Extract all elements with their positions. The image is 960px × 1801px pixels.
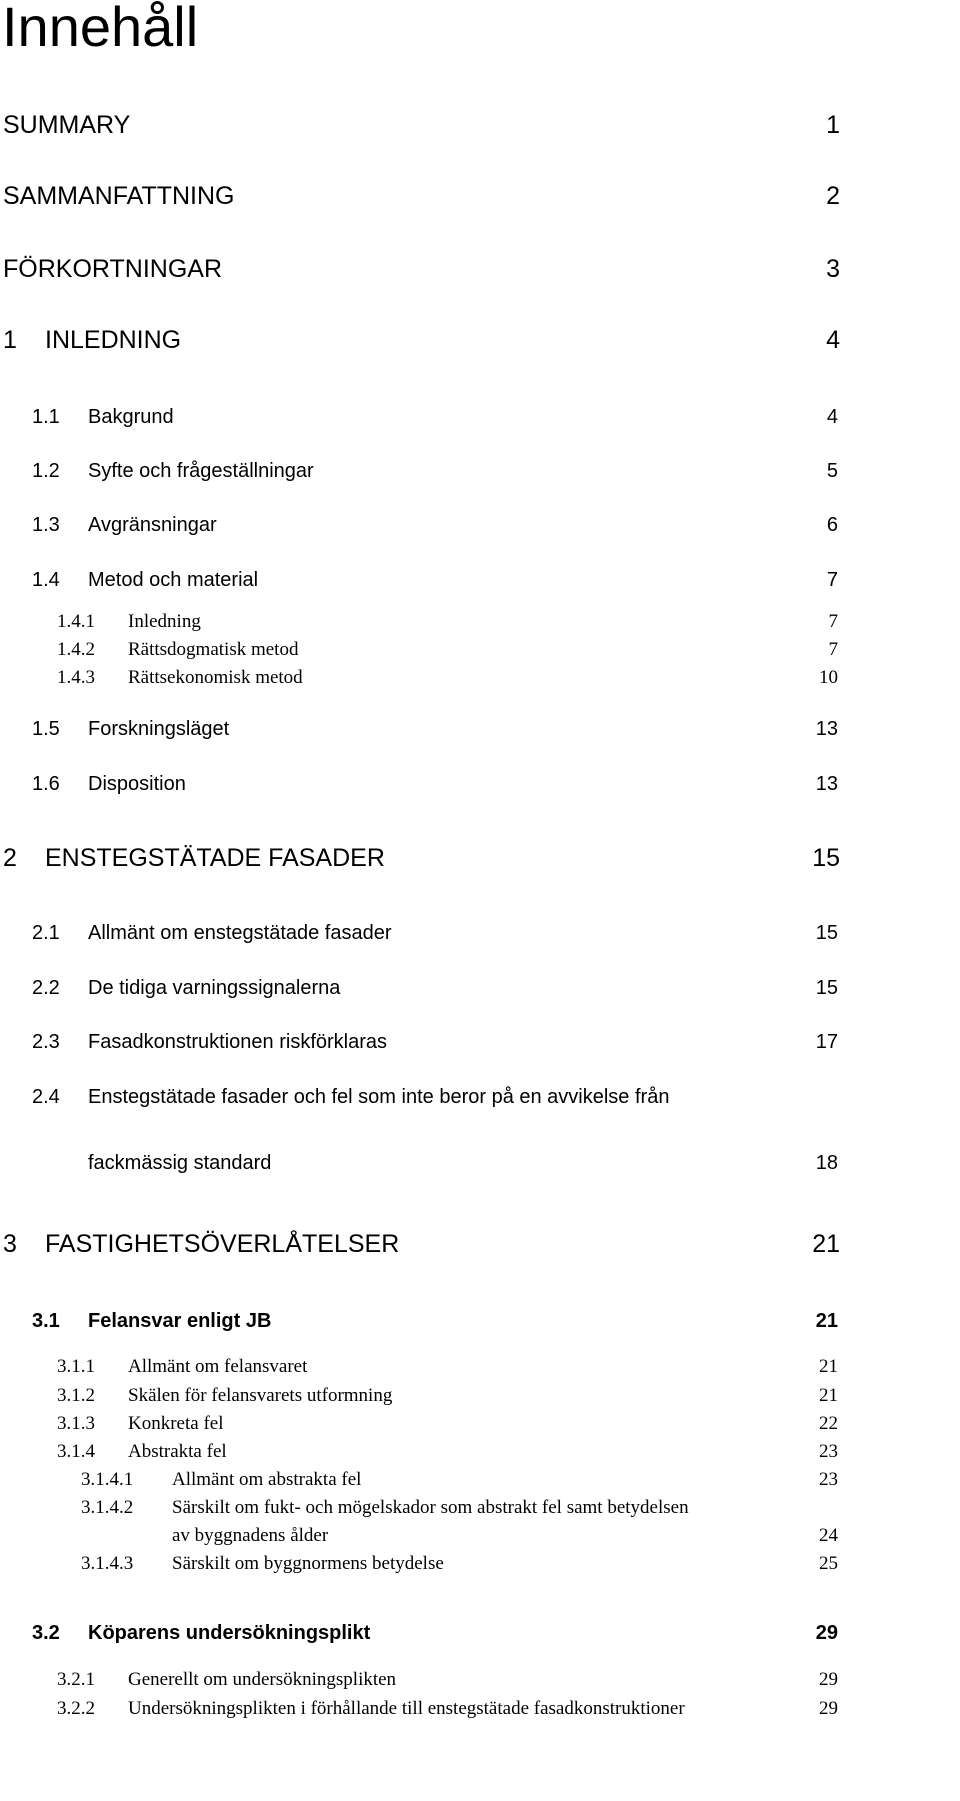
toc-entry-title: Allmänt om felansvaret (128, 1356, 308, 1377)
toc-entry-title: Konkreta fel (128, 1413, 224, 1434)
toc-entry-page: 4 (826, 326, 840, 354)
toc-entry-page: 21 (812, 1230, 840, 1258)
toc-entry-number: 1.4.3 (57, 667, 95, 688)
toc-entry-page: 13 (815, 718, 838, 740)
toc-entry-title: Syfte och frågeställningar (88, 460, 314, 482)
toc-entry-title: De tidiga varningssignalerna (88, 977, 341, 999)
toc-entry-title: fackmässig standard (88, 1152, 272, 1174)
toc-entry-page: 21 (815, 1310, 838, 1332)
toc-entry-page: 29 (819, 1669, 838, 1690)
toc-entry-title: ENSTEGSTÄTADE FASADER (45, 844, 385, 872)
toc-entry-title: SAMMANFATTNING (3, 182, 235, 210)
toc-entry-page: 24 (819, 1525, 838, 1546)
toc-entry-number: 1.3 (32, 514, 60, 536)
toc-entry-number: 3.1.4 (57, 1441, 95, 1462)
toc-entry-page: 21 (819, 1385, 838, 1406)
toc-entry-title: Särskilt om fukt- och mögelskador som abstrakt fel samt betydelsen (172, 1497, 689, 1518)
toc-entry-title: av byggnadens ålder (172, 1525, 329, 1546)
toc-entry-title: Abstrakta fel (128, 1441, 227, 1462)
toc-entry-page: 1 (826, 111, 840, 139)
toc-entry-page: 29 (819, 1698, 838, 1719)
toc-entry-title: Allmänt om abstrakta fel (172, 1469, 362, 1490)
toc-entry-number: 3.2.2 (57, 1698, 95, 1719)
toc-entry-number: 1.4 (32, 569, 60, 591)
toc-entry-page: 23 (819, 1469, 838, 1490)
toc-entry-title: Särskilt om byggnormens betydelse (172, 1553, 444, 1574)
toc-entry-page: 29 (815, 1622, 838, 1644)
toc-entry-title: Inledning (128, 611, 201, 632)
toc-entry-number: 1.6 (32, 773, 60, 795)
toc-entry-number: 3.1.4.2 (81, 1497, 134, 1518)
toc-entry-number: 1.2 (32, 460, 60, 482)
toc-entry-number: 2.1 (32, 922, 60, 944)
toc-entry-page: 13 (815, 773, 838, 795)
toc-entry-page: 15 (815, 977, 838, 999)
toc-entry-page: 2 (826, 182, 840, 210)
toc-entry-number: 3.2 (32, 1622, 60, 1644)
toc-entry-number: 1.4.2 (57, 639, 95, 660)
toc-entry-number: 3 (3, 1230, 17, 1258)
toc-entry-title: INLEDNING (45, 326, 182, 354)
toc-entry-page: 7 (828, 611, 838, 632)
toc-entry-title: Köparens undersökningsplikt (88, 1622, 371, 1644)
toc-entry-number: 2.4 (32, 1086, 60, 1108)
toc-entry-number: 3.1.1 (57, 1356, 95, 1377)
toc-entry-page: 4 (826, 406, 838, 428)
toc-entry-title: Forskningsläget (88, 718, 230, 740)
toc-entry-page: 7 (828, 639, 838, 660)
toc-entry-title: SUMMARY (3, 111, 131, 139)
toc-entry-title: Skälen för felansvarets utformning (128, 1385, 393, 1406)
toc-entry-page: 15 (815, 922, 838, 944)
toc-entry-title: Rättsdogmatisk metod (128, 639, 299, 660)
toc-entry-title: Undersökningsplikten i förhållande till enstegstätade fasadkonstruktioner (128, 1698, 685, 1719)
toc-entry-page: 15 (812, 844, 840, 872)
toc-entry-number: 2.2 (32, 977, 60, 999)
toc-entry-title: Rättsekonomisk metod (128, 667, 303, 688)
toc-entry-page: 10 (819, 667, 838, 688)
toc-entry-number: 3.1.3 (57, 1413, 95, 1434)
toc-entry-number: 3.1.2 (57, 1385, 95, 1406)
toc-entry-page: 22 (819, 1413, 838, 1434)
toc-entry-number: 3.2.1 (57, 1669, 95, 1690)
toc-entry-title: Felansvar enligt JB (88, 1310, 272, 1332)
page-title: Innehåll (2, 0, 199, 58)
toc-entry-page: 23 (819, 1441, 838, 1462)
toc-entry-title: FÖRKORTNINGAR (3, 255, 222, 283)
toc-entry-title: Generellt om undersökningsplikten (128, 1669, 397, 1690)
toc-entry-page: 3 (826, 255, 840, 283)
toc-entry-title: Enstegstätade fasader och fel som inte beror på en avvikelse från (88, 1086, 670, 1108)
toc-entry-title: Fasadkonstruktionen riskförklaras (88, 1031, 388, 1053)
toc-entry-number: 3.1 (32, 1310, 60, 1332)
toc-entry-page: 25 (819, 1553, 838, 1574)
toc-entry-title: Metod och material (88, 569, 259, 591)
toc-entry-page: 17 (815, 1031, 838, 1053)
toc-entry-page: 21 (819, 1356, 838, 1377)
toc-entry-page: 5 (826, 460, 838, 482)
toc-entry-title: Disposition (88, 773, 186, 795)
toc-entry-page: 7 (826, 569, 838, 591)
toc-entry-number: 1.4.1 (57, 611, 95, 632)
toc-entry-number: 3.1.4.3 (81, 1553, 134, 1574)
toc-entry-number: 2.3 (32, 1031, 60, 1053)
toc-entry-title: Bakgrund (88, 406, 174, 428)
toc-entry-page: 18 (815, 1152, 838, 1174)
toc-entry-title: Avgränsningar (88, 514, 217, 536)
toc-entry-number: 3.1.4.1 (81, 1469, 134, 1490)
toc-entry-title: Allmänt om enstegstätade fasader (88, 922, 392, 944)
toc-entry-title: FASTIGHETSÖVERLÅTELSER (45, 1230, 400, 1258)
toc-entry-number: 1 (3, 326, 17, 354)
toc-entry-number: 1.1 (32, 406, 60, 428)
toc-entry-page: 6 (826, 514, 838, 536)
toc-entry-number: 1.5 (32, 718, 60, 740)
toc-entry-number: 2 (3, 844, 17, 872)
